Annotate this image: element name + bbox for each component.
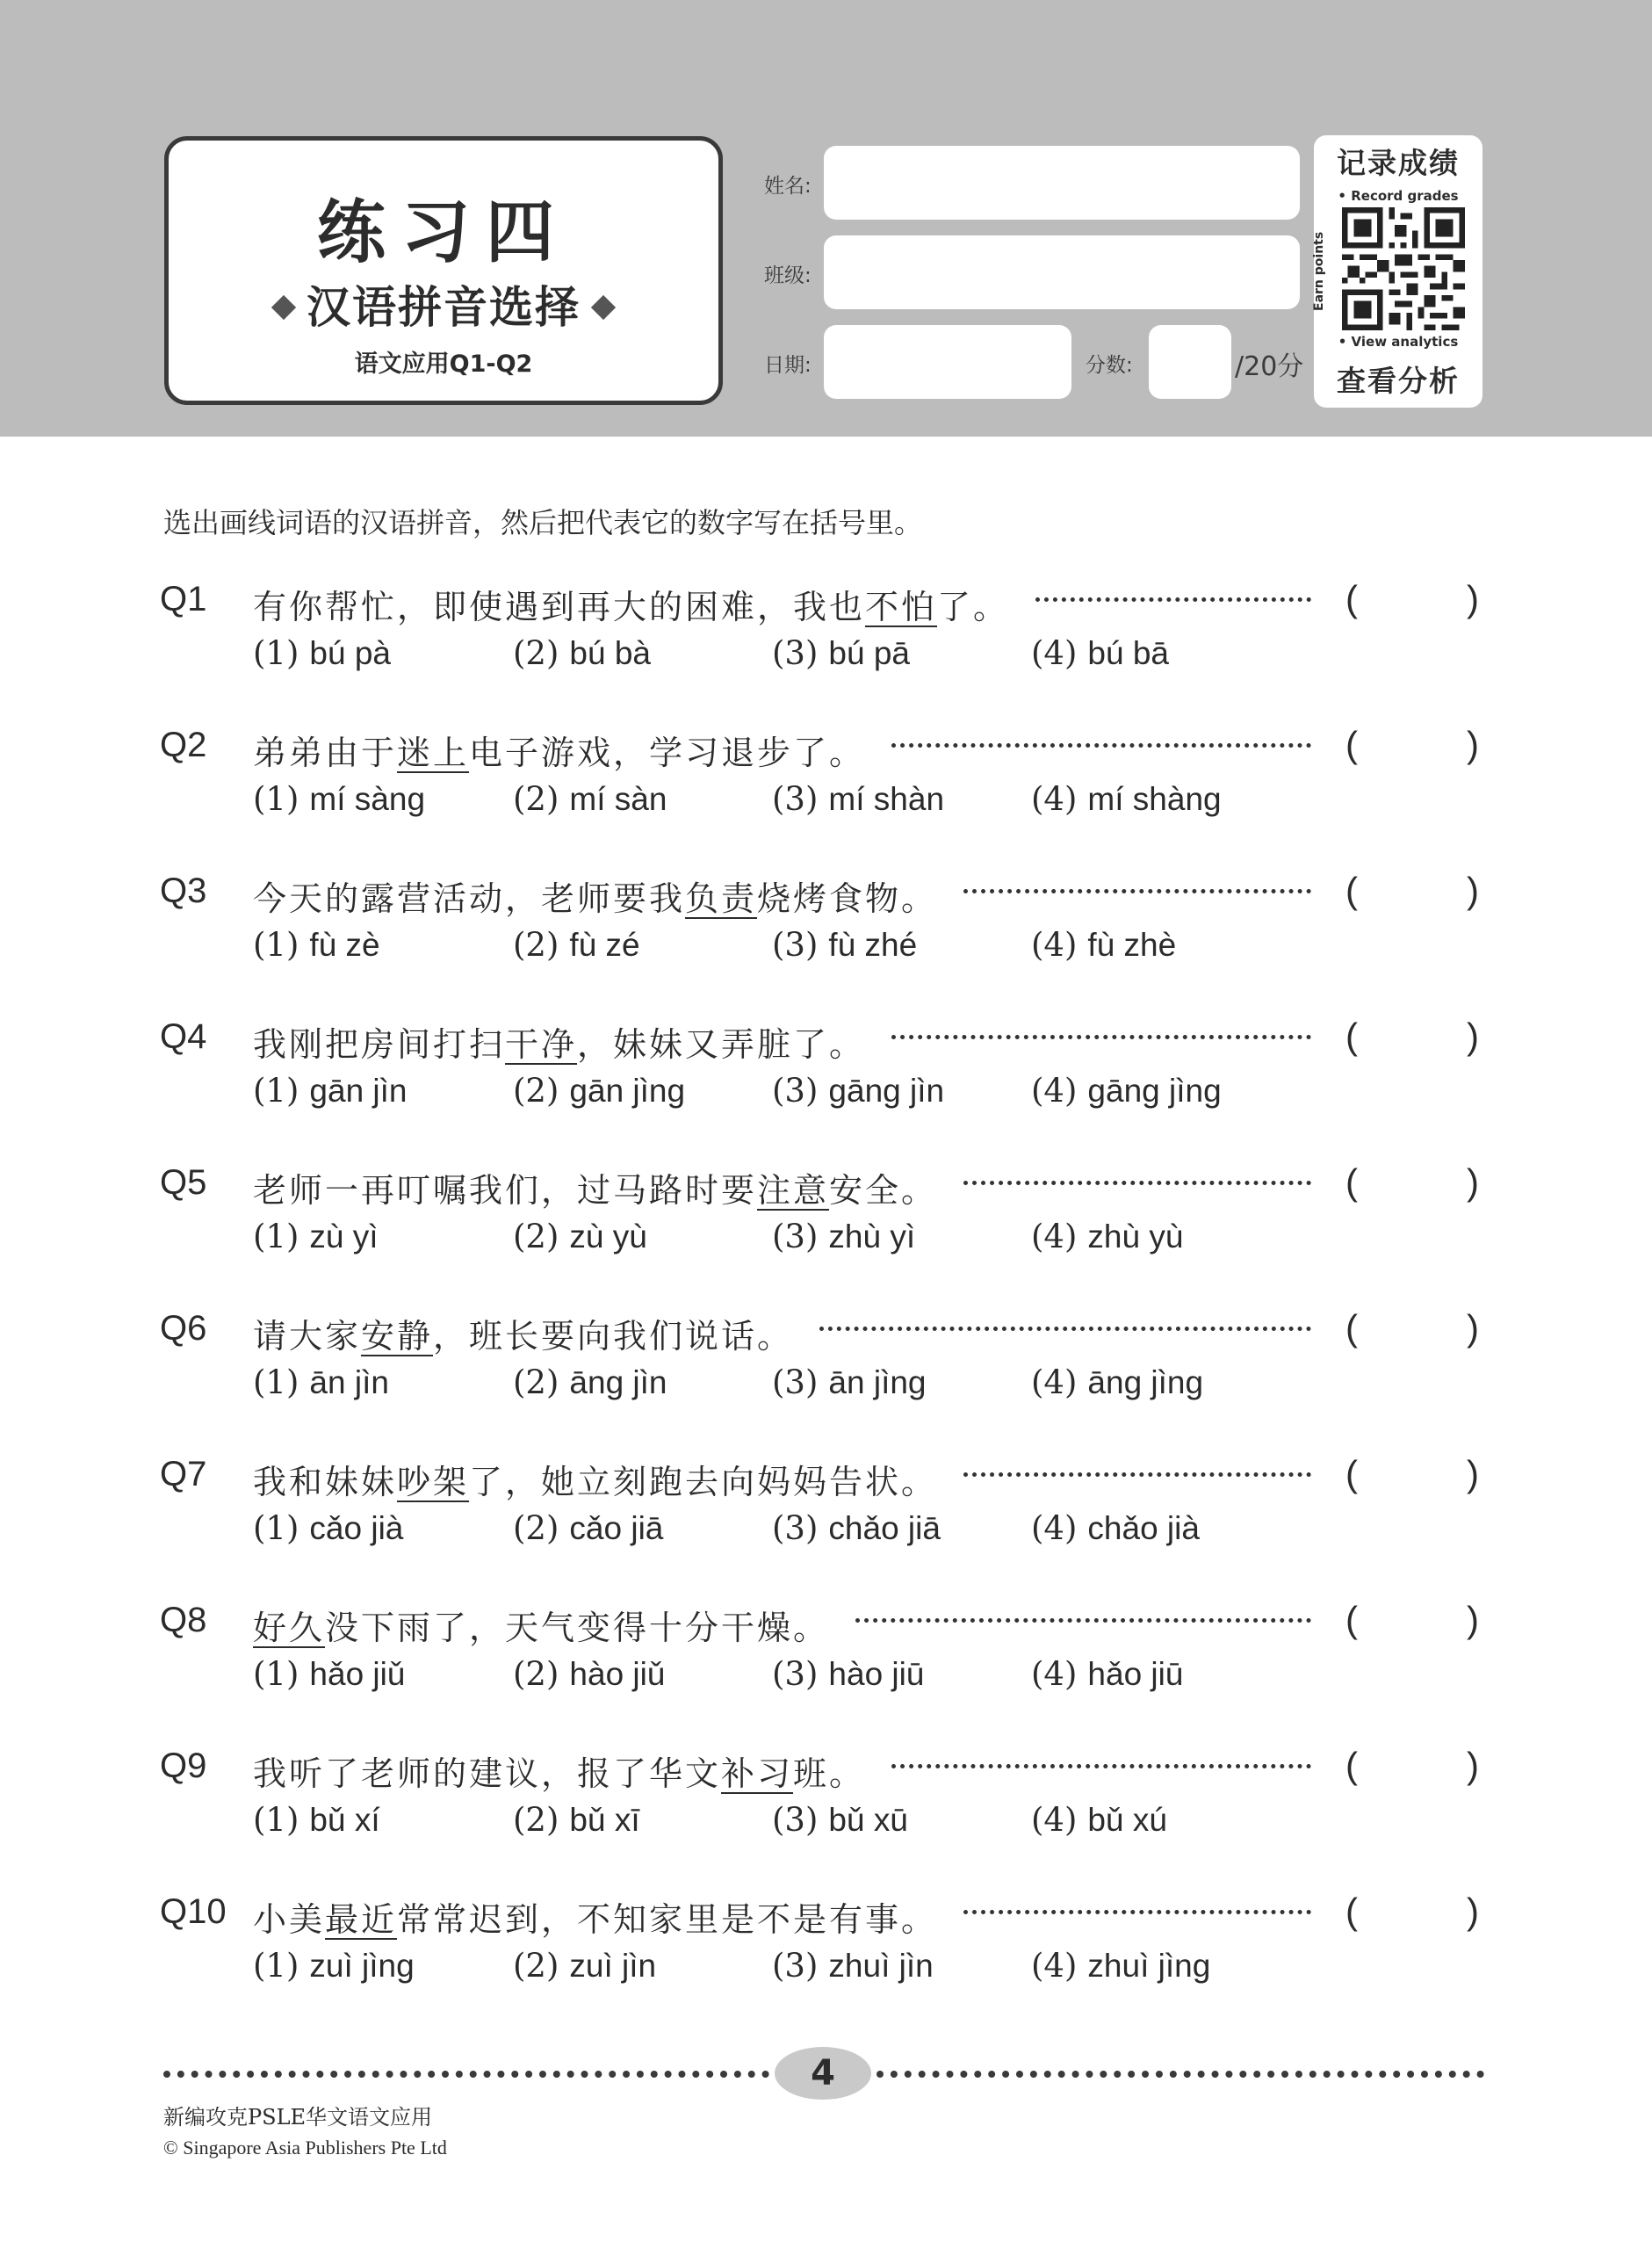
option xyxy=(513,926,640,964)
question-text xyxy=(253,1017,865,1066)
option-pinyin: zù yù xyxy=(569,1219,647,1255)
option xyxy=(772,1655,924,1693)
question-text xyxy=(253,726,865,774)
option-pinyin: gān jìng xyxy=(569,1073,686,1109)
question-row xyxy=(0,1746,1652,1896)
option-number: (1) xyxy=(253,1363,299,1401)
option xyxy=(1031,1509,1200,1547)
underlined-word: 补习 xyxy=(721,1754,794,1793)
copyright: © Singapore Asia Publishers Pte Ltd xyxy=(163,2137,447,2159)
question-text xyxy=(253,1309,793,1357)
option-number: (1) xyxy=(253,1218,299,1255)
question-number: Q9 xyxy=(160,1746,207,1785)
record-grades-title: 记录成绩 xyxy=(1337,146,1460,180)
answer-paren-open: ( xyxy=(1345,1745,1358,1786)
answer-paren-open: ( xyxy=(1345,724,1358,765)
question-text xyxy=(253,1746,865,1795)
option-pinyin: mí shàng xyxy=(1087,781,1222,817)
option-pinyin: hǎo jiū xyxy=(1087,1656,1184,1692)
worksheet-subtitle xyxy=(169,272,718,336)
option-pinyin: bú bā xyxy=(1087,635,1170,671)
leader-dots xyxy=(819,1327,1311,1331)
book-title: 新编攻克PSLE华文语文应用 xyxy=(163,2105,433,2130)
question-number: Q3 xyxy=(160,871,207,910)
option-number: (1) xyxy=(253,1509,299,1547)
footer-dots-left xyxy=(163,2071,769,2078)
option-pinyin: bǔ xú xyxy=(1087,1802,1167,1838)
option-number: (4) xyxy=(1031,1801,1078,1839)
question-text-before: 弟弟由于 xyxy=(253,734,398,772)
answer-paren-open: ( xyxy=(1345,1599,1358,1640)
question-row xyxy=(0,1309,1652,1458)
option-number: (2) xyxy=(513,634,559,672)
footer-dots-right xyxy=(876,2071,1484,2078)
answer-paren-open: ( xyxy=(1345,1453,1358,1494)
option-pinyin: cǎo jiā xyxy=(569,1510,664,1546)
option xyxy=(772,1801,908,1839)
option-number: (1) xyxy=(253,1072,299,1110)
option-pinyin: bǔ xī xyxy=(569,1802,640,1838)
option xyxy=(513,1947,656,1985)
underlined-word: 好久 xyxy=(253,1609,326,1647)
underlined-word: 注意 xyxy=(757,1171,830,1210)
qr-code-icon xyxy=(1342,207,1465,330)
option-pinyin: āng jìn xyxy=(569,1364,667,1400)
leader-dots xyxy=(963,1910,1311,1914)
view-analytics-title: 查看分析 xyxy=(1337,364,1460,398)
option xyxy=(772,926,917,964)
option-number: (3) xyxy=(772,1509,819,1547)
question-row xyxy=(0,1163,1652,1313)
option xyxy=(253,926,380,964)
question-number: Q10 xyxy=(160,1892,227,1931)
answer-paren-open: ( xyxy=(1345,1891,1358,1932)
option xyxy=(1031,1801,1167,1839)
question-number: Q2 xyxy=(160,726,207,764)
option-number: (4) xyxy=(1031,1218,1078,1255)
option-number: (4) xyxy=(1031,1363,1078,1401)
question-text-after: ，妹妹又弄脏了。 xyxy=(577,1025,866,1064)
leader-dots xyxy=(891,1764,1311,1768)
question-text-after: 了。 xyxy=(937,588,1010,626)
option-pinyin: chǎo jiā xyxy=(828,1510,941,1546)
option-pinyin: zhù yì xyxy=(828,1219,916,1255)
class-field[interactable] xyxy=(824,235,1300,309)
underlined-word: 不怕 xyxy=(865,588,938,626)
answer-blank[interactable] xyxy=(1370,1746,1458,1790)
name-label: 姓名: xyxy=(764,175,812,198)
option xyxy=(253,1072,408,1110)
question-number: Q5 xyxy=(160,1163,207,1202)
question-text-after: 安全。 xyxy=(829,1171,938,1210)
option xyxy=(1031,634,1169,672)
question-row xyxy=(0,1601,1652,1750)
question-text xyxy=(253,1892,937,1941)
question-text-before: 今天的露营活动，老师要我 xyxy=(253,879,686,918)
question-text xyxy=(253,1163,937,1211)
option-number: (3) xyxy=(772,1655,819,1693)
option xyxy=(513,780,667,818)
option-number: (1) xyxy=(253,1801,299,1839)
option-pinyin: zuì jìn xyxy=(569,1948,657,1984)
question-text xyxy=(253,1455,937,1503)
question-row xyxy=(0,580,1652,729)
answer-paren-close: ) xyxy=(1467,1599,1479,1640)
answer-paren-close: ) xyxy=(1467,1745,1479,1786)
option-number: (1) xyxy=(253,1947,299,1985)
option xyxy=(1031,926,1176,964)
question-text xyxy=(253,871,937,920)
answer-paren-close: ) xyxy=(1467,724,1479,765)
score-total: /20分 xyxy=(1235,351,1304,382)
question-text xyxy=(253,580,1009,628)
answer-blank[interactable] xyxy=(1370,1309,1458,1353)
option-number: (3) xyxy=(772,1801,819,1839)
option-pinyin: mí sàng xyxy=(309,781,426,817)
option xyxy=(1031,1218,1183,1255)
option-pinyin: hào jiǔ xyxy=(569,1656,666,1692)
option xyxy=(513,1072,685,1110)
question-text-after: 电子游戏，学习退步了。 xyxy=(469,734,866,772)
option-pinyin: zhù yù xyxy=(1087,1219,1184,1255)
answer-paren-open: ( xyxy=(1345,578,1358,619)
option-pinyin: bǔ xū xyxy=(828,1802,908,1838)
class-label: 班级: xyxy=(764,264,812,287)
question-text-after: ，班长要向我们说话。 xyxy=(433,1317,794,1356)
option-number: (1) xyxy=(253,926,299,964)
option xyxy=(253,1801,380,1839)
question-text xyxy=(253,1601,829,1649)
option-number: (3) xyxy=(772,634,819,672)
underlined-word: 负责 xyxy=(685,879,758,918)
option-number: (3) xyxy=(772,780,819,818)
answer-paren-open: ( xyxy=(1345,1307,1358,1349)
answer-blank[interactable] xyxy=(1370,1892,1458,1936)
question-row xyxy=(0,1455,1652,1604)
option-number: (2) xyxy=(513,1218,559,1255)
option-pinyin: fù zè xyxy=(309,927,380,963)
instruction-text: 选出画线词语的汉语拼音，然后把代表它的数字写在括号里。 xyxy=(163,506,923,539)
option xyxy=(253,780,425,818)
option-number: (2) xyxy=(513,780,559,818)
question-text-after: 烧烤食物。 xyxy=(757,879,938,918)
option-pinyin: zù yì xyxy=(309,1219,379,1255)
option-pinyin: chǎo jià xyxy=(1087,1510,1200,1546)
answer-paren-open: ( xyxy=(1345,1016,1358,1057)
leader-dots xyxy=(963,1472,1311,1477)
option-number: (2) xyxy=(513,1363,559,1401)
question-text-before: 有你帮忙，即使遇到再大的困难，我也 xyxy=(253,588,866,626)
option-pinyin: fù zhè xyxy=(1087,927,1177,963)
question-row xyxy=(0,726,1652,875)
answer-paren-close: ) xyxy=(1467,1307,1479,1349)
option xyxy=(253,1218,379,1255)
underlined-word: 安静 xyxy=(361,1317,434,1356)
option xyxy=(772,1947,934,1985)
option-pinyin: āng jìng xyxy=(1087,1364,1204,1400)
leader-dots xyxy=(891,743,1311,748)
record-grades-label: • Record grades xyxy=(1338,188,1459,204)
option-number: (2) xyxy=(513,1072,559,1110)
answer-paren-close: ) xyxy=(1467,1161,1479,1203)
question-number: Q8 xyxy=(160,1601,207,1639)
option-number: (3) xyxy=(772,1072,819,1110)
option xyxy=(1031,780,1222,818)
answer-paren-close: ) xyxy=(1467,1891,1479,1932)
option xyxy=(772,1218,915,1255)
option-pinyin: zhuì jìng xyxy=(1087,1948,1211,1984)
option-number: (1) xyxy=(253,1655,299,1693)
title-box xyxy=(164,136,723,405)
question-text-before: 老师一再叮嘱我们，过马路时要 xyxy=(253,1171,758,1210)
option xyxy=(513,1218,647,1255)
option xyxy=(513,634,651,672)
option-pinyin: bú pā xyxy=(828,635,911,671)
option-number: (3) xyxy=(772,1947,819,1985)
option-pinyin: bú bà xyxy=(569,635,652,671)
score-label: 分数: xyxy=(1086,354,1133,377)
option-pinyin: bǔ xí xyxy=(309,1802,380,1838)
option xyxy=(253,634,391,672)
option-pinyin: gāng jìn xyxy=(828,1073,945,1109)
option-number: (4) xyxy=(1031,1509,1078,1547)
option-number: (4) xyxy=(1031,634,1078,672)
answer-paren-close: ) xyxy=(1467,578,1479,619)
leader-dots xyxy=(963,889,1311,893)
answer-blank[interactable] xyxy=(1370,1455,1458,1499)
option xyxy=(772,1509,941,1547)
option-pinyin: gān jìn xyxy=(309,1073,408,1109)
option-number: (2) xyxy=(513,1655,559,1693)
option-number: (2) xyxy=(513,1801,559,1839)
name-field[interactable] xyxy=(824,146,1300,220)
answer-paren-open: ( xyxy=(1345,1161,1358,1203)
question-text-after: 了，她立刻跑去向妈妈告状。 xyxy=(469,1463,938,1501)
option-pinyin: ān jìn xyxy=(309,1364,389,1400)
page-number: 4 xyxy=(775,2047,871,2100)
option-number: (2) xyxy=(513,1509,559,1547)
question-text-before: 请大家 xyxy=(253,1317,362,1356)
question-text-before: 我听了老师的建议，报了华文 xyxy=(253,1754,722,1793)
underlined-word: 迷上 xyxy=(397,734,470,772)
option xyxy=(513,1509,663,1547)
option xyxy=(253,1363,389,1401)
option-pinyin: ān jìng xyxy=(828,1364,927,1400)
option xyxy=(772,1072,944,1110)
option-number: (4) xyxy=(1031,1947,1078,1985)
worksheet-title: 练习四 xyxy=(316,193,570,272)
option-pinyin: zhuì jìn xyxy=(828,1948,934,1984)
underlined-word: 最近 xyxy=(325,1900,398,1939)
option-pinyin: mí sàn xyxy=(569,781,667,817)
date-field[interactable] xyxy=(824,325,1071,399)
option xyxy=(772,634,910,672)
option-pinyin: hǎo jiǔ xyxy=(309,1656,406,1692)
option-pinyin: cǎo jià xyxy=(309,1510,404,1546)
option xyxy=(1031,1072,1222,1110)
question-number: Q1 xyxy=(160,580,207,618)
leader-dots xyxy=(855,1618,1311,1623)
option-number: (4) xyxy=(1031,1072,1078,1110)
qr-card[interactable] xyxy=(1314,135,1482,408)
question-text-before: 小美 xyxy=(253,1900,326,1939)
question-number: Q4 xyxy=(160,1017,207,1056)
option xyxy=(1031,1947,1210,1985)
option-pinyin: hào jiū xyxy=(828,1656,925,1692)
option xyxy=(513,1363,667,1401)
answer-blank[interactable] xyxy=(1370,871,1458,915)
leader-dots xyxy=(1035,597,1311,602)
option-number: (2) xyxy=(513,926,559,964)
answer-blank[interactable] xyxy=(1370,1017,1458,1061)
option-number: (4) xyxy=(1031,1655,1078,1693)
option xyxy=(513,1801,640,1839)
option xyxy=(1031,1363,1203,1401)
diamond-icon xyxy=(591,294,616,319)
underlined-word: 吵架 xyxy=(397,1463,470,1501)
answer-blank[interactable] xyxy=(1370,1163,1458,1207)
underlined-word: 干净 xyxy=(505,1025,578,1064)
option-pinyin: fù zhé xyxy=(828,927,918,963)
option-number: (3) xyxy=(772,1218,819,1255)
option xyxy=(253,1655,405,1693)
question-text-before: 我刚把房间打扫 xyxy=(253,1025,506,1064)
answer-blank[interactable] xyxy=(1370,580,1458,624)
answer-blank[interactable] xyxy=(1370,726,1458,770)
question-text-after: 常常迟到，不知家里是不是有事。 xyxy=(397,1900,938,1939)
question-number: Q6 xyxy=(160,1309,207,1348)
option-pinyin: gāng jìng xyxy=(1087,1073,1222,1109)
answer-paren-close: ) xyxy=(1467,1453,1479,1494)
option-number: (2) xyxy=(513,1947,559,1985)
worksheet-reference: 语文应用Q1-Q2 xyxy=(354,351,533,378)
option-pinyin: zuì jìng xyxy=(309,1948,415,1984)
score-field[interactable] xyxy=(1149,325,1231,399)
option xyxy=(1031,1655,1183,1693)
date-label: 日期: xyxy=(764,354,812,377)
earn-points-label: Earn points xyxy=(1312,231,1326,311)
view-analytics-label: • View analytics xyxy=(1338,334,1459,350)
option-pinyin: fù zé xyxy=(569,927,640,963)
question-row xyxy=(0,871,1652,1021)
leader-dots xyxy=(963,1181,1311,1185)
option xyxy=(772,1363,927,1401)
option-number: (3) xyxy=(772,926,819,964)
question-text-after: 没下雨了，天气变得十分干燥。 xyxy=(325,1609,830,1647)
option-number: (4) xyxy=(1031,780,1078,818)
option-number: (3) xyxy=(772,1363,819,1401)
option xyxy=(772,780,944,818)
option-number: (1) xyxy=(253,780,299,818)
option-number: (1) xyxy=(253,634,299,672)
question-text-after: 班。 xyxy=(793,1754,866,1793)
subtitle-text: 汉语拼音选择 xyxy=(307,282,581,333)
answer-paren-close: ) xyxy=(1467,870,1479,911)
question-row xyxy=(0,1017,1652,1167)
option-pinyin: mí shàn xyxy=(828,781,945,817)
answer-paren-close: ) xyxy=(1467,1016,1479,1057)
option xyxy=(253,1509,403,1547)
option xyxy=(513,1655,665,1693)
option-number: (4) xyxy=(1031,926,1078,964)
answer-blank[interactable] xyxy=(1370,1601,1458,1645)
answer-paren-open: ( xyxy=(1345,870,1358,911)
question-text-before: 我和妹妹 xyxy=(253,1463,398,1501)
option xyxy=(253,1947,415,1985)
diamond-icon xyxy=(271,294,296,319)
leader-dots xyxy=(891,1035,1311,1039)
question-number: Q7 xyxy=(160,1455,207,1493)
question-row xyxy=(0,1892,1652,2042)
option-pinyin: bú pà xyxy=(309,635,392,671)
